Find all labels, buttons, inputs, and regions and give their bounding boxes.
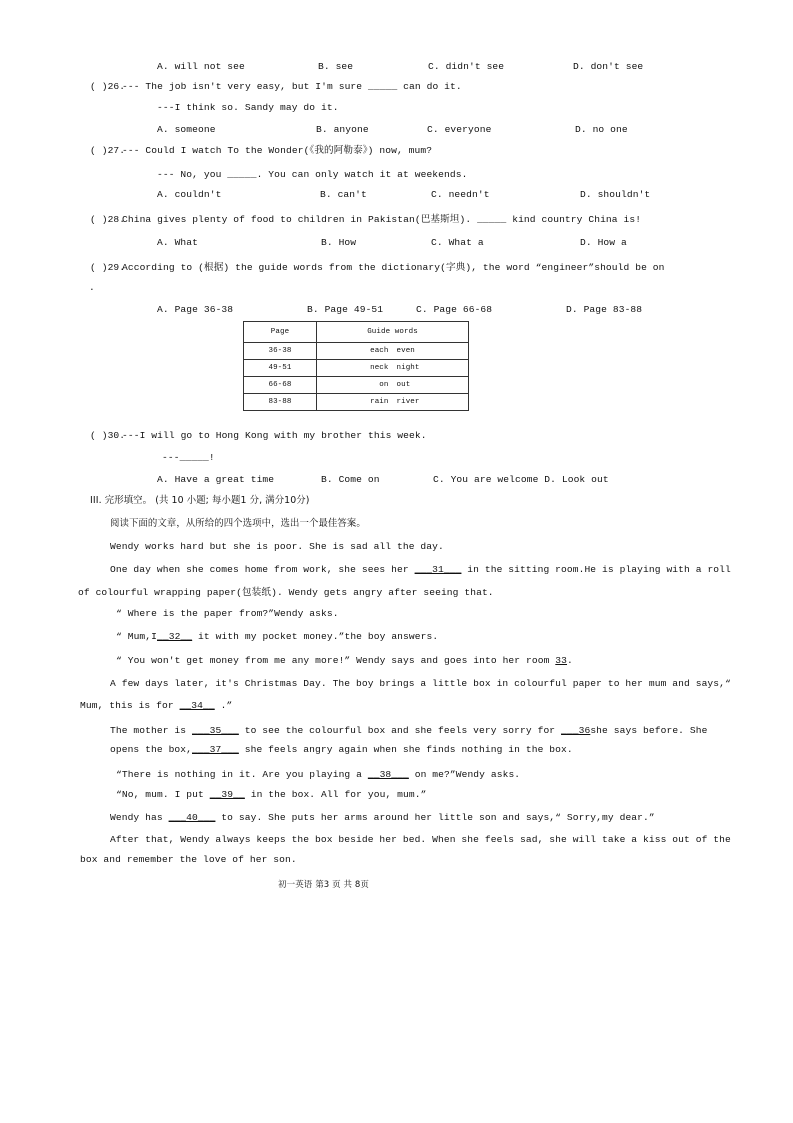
q30-answer-bracket: ( )30. xyxy=(90,430,126,441)
passage-paragraph: Wendy has ___40___ to say. She puts her arms around her little son and says,“ Sorry,my dear.” xyxy=(110,812,655,823)
q28-option-a: A. What xyxy=(157,237,199,248)
q30-option-b: B. Come on xyxy=(321,474,380,485)
table-header-row xyxy=(244,322,469,343)
passage-paragraph: A few days later, it's Christmas Day. The boy brings a little box in colourful paper to her mum and says,“ xyxy=(110,678,731,689)
q30-option-c-d: C. You are welcome D. Look out xyxy=(433,474,609,485)
q28-option-b: B. How xyxy=(321,237,357,248)
q25-option-b: B. see xyxy=(318,61,354,72)
q26-reply: ---I think so. Sandy may do it. xyxy=(157,102,339,113)
table-row xyxy=(244,360,469,377)
passage-paragraph: “ Mum,I__32__ it with my pocket money.”the boy answers. xyxy=(116,631,439,642)
page-footer: 初一英语 第3 页 共 8页 xyxy=(278,880,370,890)
table-row xyxy=(244,394,469,411)
q27-option-a: A. couldn't xyxy=(157,189,222,200)
q27-option-c: C. needn't xyxy=(431,189,490,200)
q27-answer-bracket: ( )27. xyxy=(90,145,126,156)
table-cell-page: 66-68 xyxy=(244,377,317,394)
table-row xyxy=(244,343,469,360)
q27-blank: _____ xyxy=(227,169,257,180)
q30-blank: _____ xyxy=(179,452,209,463)
guide-words-table xyxy=(243,321,469,411)
blank-39: __39__ xyxy=(209,789,245,800)
q30-option-a: A. Have a great time xyxy=(157,474,275,485)
table-cell-page: 36-38 xyxy=(244,343,317,360)
passage-line: Mum, this is for __34__ .” xyxy=(80,700,233,711)
q29-continuation: . xyxy=(89,282,95,293)
passage-line: box and remember the love of her son. xyxy=(80,854,297,865)
q29-option-d: D. Page 83-88 xyxy=(566,304,643,315)
table-cell-guide-words: each even xyxy=(317,343,469,360)
table-row xyxy=(244,377,469,394)
q29-answer-bracket: ( )29. xyxy=(90,262,126,273)
blank-31: ___31___ xyxy=(414,564,462,575)
question-26: ( )26.--- The job isn't very easy, but I'm sure _____ can do it. xyxy=(90,81,462,92)
passage-paragraph: Wendy works hard but she is poor. She is sad all the day. xyxy=(110,541,444,552)
q26-option-c: C. everyone xyxy=(427,124,492,135)
question-27: ( )27.--- Could I watch To the Wonder(《我的阿勒泰》) now, mum? xyxy=(90,145,433,156)
blank-36: ___36 xyxy=(561,725,591,736)
blank-37: ___37___ xyxy=(192,744,239,755)
q25-option-a: A. will not see xyxy=(157,61,245,72)
table-header-page: Page xyxy=(244,322,317,343)
section-instruction: 阅读下面的文章，从所给的四个选项中，选出一个最佳答案。 xyxy=(110,518,366,529)
passage-paragraph: “ Where is the paper from?”Wendy asks. xyxy=(116,608,339,619)
passage-line: of colourful wrapping paper(包装纸). Wendy gets angry after seeing that. xyxy=(78,587,494,598)
q26-answer-bracket: ( )26. xyxy=(90,81,126,92)
q26-option-b: B. anyone xyxy=(316,124,369,135)
table-header-guide-words: Guide words xyxy=(317,322,469,343)
passage-paragraph: The mother is ___35___ to see the colourful box and she feels very sorry for ___36she says before. She xyxy=(110,725,708,736)
q28-option-c: C. What a xyxy=(431,237,484,248)
question-30: ( )30.---I will go to Hong Kong with my brother this week. xyxy=(90,430,427,441)
table-cell-page: 49-51 xyxy=(244,360,317,377)
q28-answer-bracket: ( )28. xyxy=(90,214,126,225)
blank-33: 33 xyxy=(555,655,568,666)
q28-blank: _____ xyxy=(477,214,507,225)
passage-paragraph: One day when she comes home from work, she sees her ___31___ in the sitting room.He is playing with a roll xyxy=(110,564,731,575)
q29-option-a: A. Page 36-38 xyxy=(157,304,234,315)
blank-35: ___35___ xyxy=(192,725,239,736)
table-cell-guide-words: on out xyxy=(317,377,469,394)
q27-reply: --- No, you _____. You can only watch it at weekends. xyxy=(157,169,468,180)
q26-blank: _____ xyxy=(368,81,398,92)
q29-option-b: B. Page 49-51 xyxy=(307,304,384,315)
blank-32: __32__ xyxy=(157,631,193,642)
q26-option-d: D. no one xyxy=(575,124,628,135)
blank-40: ___40___ xyxy=(168,812,216,823)
q25-option-c: C. didn't see xyxy=(428,61,505,72)
q28-option-d: D. How a xyxy=(580,237,627,248)
q27-option-b: B. can't xyxy=(320,189,367,200)
passage-paragraph: “No, mum. I put __39__ in the box. All for you, mum.” xyxy=(116,789,427,800)
q25-option-d: D. don't see xyxy=(573,61,644,72)
q29-option-c: C. Page 66-68 xyxy=(416,304,493,315)
table-cell-guide-words: neck night xyxy=(317,360,469,377)
table-cell-page: 83-88 xyxy=(244,394,317,411)
blank-38: __38___ xyxy=(367,769,409,780)
question-28: ( )28.China gives plenty of food to children in Pakistan(巴基斯坦). _____ kind country China is! xyxy=(90,214,642,225)
passage-paragraph: “ You won't get money from me any more!” Wendy says and goes into her room 33. xyxy=(116,655,573,666)
question-29: ( )29.According to (根据) the guide words from the dictionary(字典), the word “engineer”should be on xyxy=(90,262,665,273)
passage-line: opens the box,___37___ she feels angry again when she finds nothing in the box. xyxy=(110,744,573,755)
table-cell-guide-words: rain river xyxy=(317,394,469,411)
q26-option-a: A. someone xyxy=(157,124,216,135)
passage-paragraph: “There is nothing in it. Are you playing a __38___ on me?”Wendy asks. xyxy=(116,769,521,780)
q27-option-d: D. shouldn't xyxy=(580,189,651,200)
blank-34: __34__ xyxy=(179,700,215,711)
q30-reply: ---_____! xyxy=(162,452,215,463)
passage-paragraph: After that, Wendy always keeps the box beside her bed. When she feels sad, she will take a kiss out of the xyxy=(110,834,731,845)
section-title: III. 完形填空。 (共 10 小题; 每小题1 分, 满分10分) xyxy=(90,495,310,506)
